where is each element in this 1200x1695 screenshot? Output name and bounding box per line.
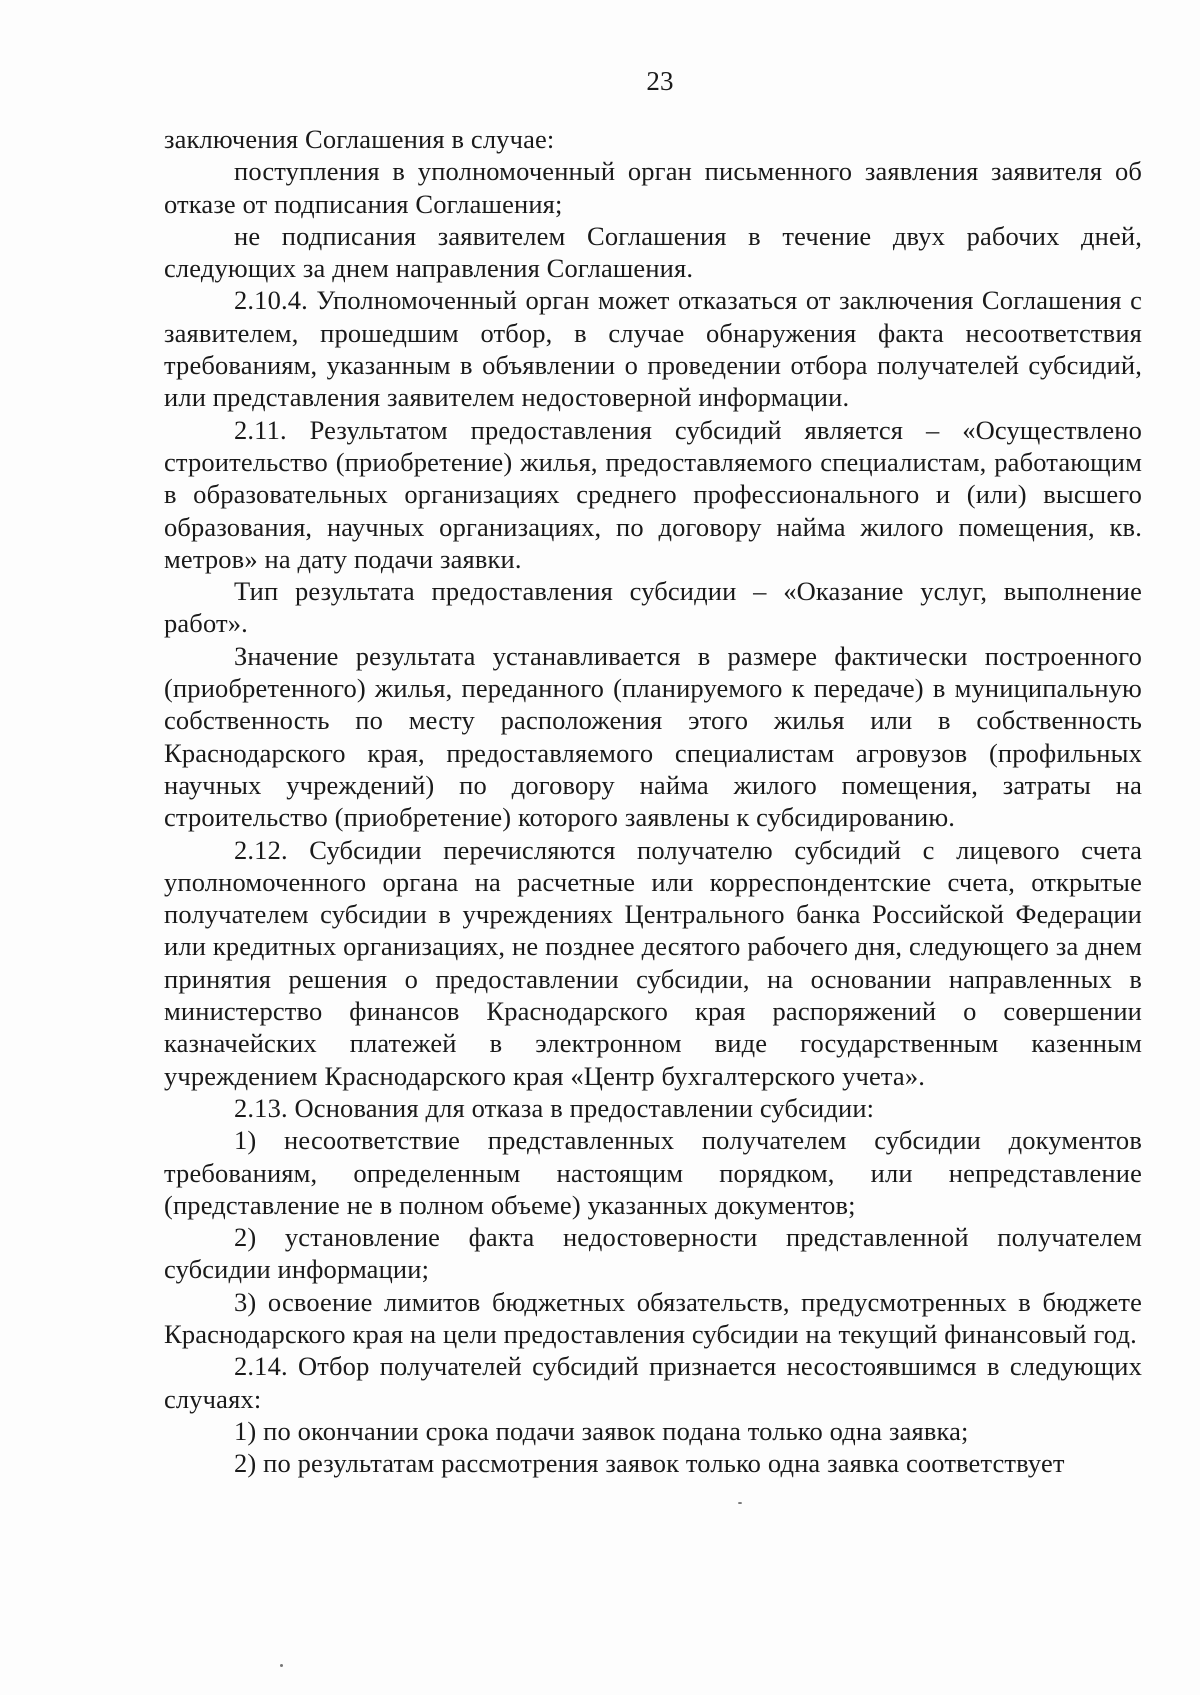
page-number: 23 bbox=[646, 66, 674, 96]
paragraph: 2.12. Субсидии перечисляются получателю субсидий с лицевого счета уполномоченного органа на расчетные или корреспондентские счета, открытые получателем субсидии в учреждениях Центрального банка Российской Федерации или кредитных организациях, не позднее десятого рабочего дня, следующего за днем принятия решения о предоставлении субсидии, на основании направленных в министерство финансов Краснодарского края распоряжений о совершении казначейских платежей в электронном виде государственным казенным учреждением Краснодарского края «Центр бухгалтерского учета». bbox=[164, 834, 1142, 1091]
paragraph: 2.13. Основания для отказа в предоставлении субсидии: bbox=[234, 1092, 875, 1123]
document-body bbox=[164, 123, 1142, 1479]
paragraph: поступления в уполномоченный орган письменного заявления заявителя об отказе от подписания Соглашения; bbox=[164, 156, 1142, 219]
paragraph: 2) установление факта недостоверности представленной получателем субсидии информации; bbox=[164, 1222, 1142, 1285]
paragraph: 1) несоответствие представленных получателем субсидии документов требованиям, определенным настоящим порядком, или непредставление (представление не в полном объеме) указанных документов; bbox=[164, 1125, 1142, 1220]
paragraph: Значение результата устанавливается в размере фактически построенного (приобретенного) жилья, переданного (планируемого к передаче) в муниципальную собственность по месту расположения этого жилья или в собственность Краснодарского края, предоставляемого специалистам агровузов (профильных научных учреждений) по договору найма жилого помещения, затраты на строительство (приобретение) которого заявлены к субсидированию. bbox=[164, 640, 1142, 833]
paragraph: 1) по окончании срока подачи заявок подана только одна заявка; bbox=[234, 1415, 969, 1446]
paragraph: 3) освоение лимитов бюджетных обязательств, предусмотренных в бюджете Краснодарского края на цели предоставления субсидии на текущий финансовый год. bbox=[164, 1286, 1142, 1349]
scan-speck bbox=[738, 1502, 742, 1504]
scan-speck bbox=[280, 1664, 283, 1667]
paragraph: 2.10.4. Уполномоченный орган может отказаться от заключения Соглашения с заявителем, прошедшим отбор, в случае обнаружения факта несоответствия требованиям, указанным в объявлении о проведении отбора получателей субсидий, или представления заявителем недостоверной информации. bbox=[164, 285, 1142, 413]
paragraph: 2.14. Отбор получателей субсидий признается несостоявшимся в следующих случаях: bbox=[164, 1351, 1142, 1414]
paragraph: 2) по результатам рассмотрения заявок только одна заявка соответствует bbox=[234, 1448, 1065, 1479]
paragraph: Тип результата предоставления субсидии – «Оказание услуг, выполнение работ». bbox=[164, 576, 1142, 639]
paragraph: заключения Соглашения в случае: bbox=[164, 124, 555, 154]
paragraph: 2.11. Результатом предоставления субсидий является – «Осуществлено строительство (приобретение) жилья, предоставляемого специалистам, работающим в образовательных организациях среднего профессионального и (или) высшего образования, научных организациях, по договору найма жилого помещения, кв. метров» на дату подачи заявки. bbox=[164, 414, 1142, 574]
paragraph: не подписания заявителем Соглашения в течение двух рабочих дней, следующих за днем направления Соглашения. bbox=[164, 220, 1142, 284]
